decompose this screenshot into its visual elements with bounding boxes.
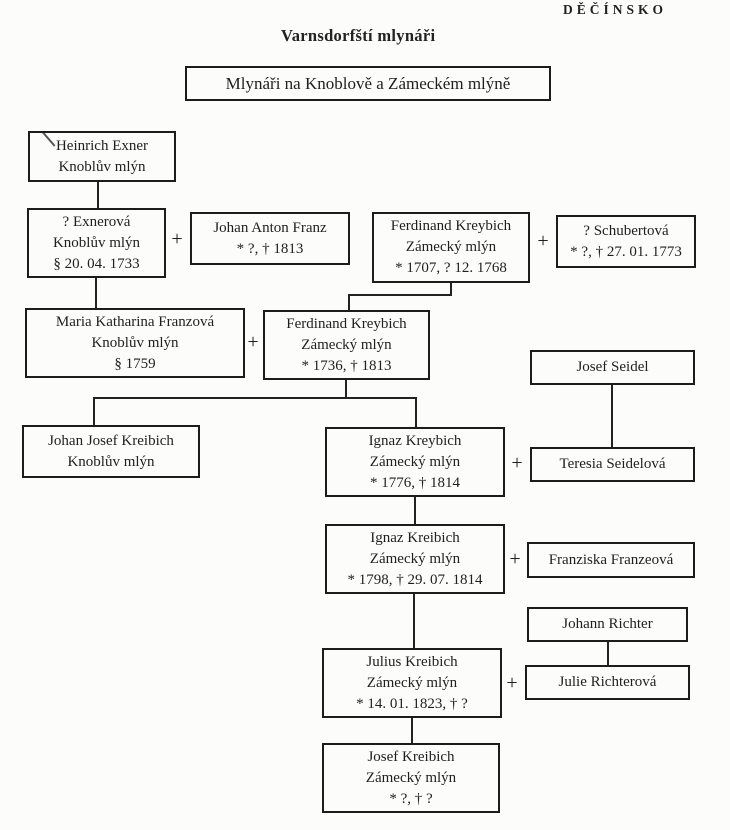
node-schubertova xyxy=(556,215,696,268)
connector-ignazkreibich-to-julius xyxy=(413,594,415,648)
person-name: Johan Anton Franz xyxy=(213,219,327,236)
life-dates: * 1776, † 1814 xyxy=(370,474,460,491)
connector-ignazkreybich-to-ignazkreibich xyxy=(414,497,416,524)
person-name: Johann Richter xyxy=(562,616,653,632)
person-name: Ferdinand Kreybich xyxy=(286,315,407,332)
person-name: Julie Richterová xyxy=(558,674,657,690)
mill-name: Zámecký mlýn xyxy=(366,674,458,691)
node-johann-richter xyxy=(527,607,688,642)
node-franziska-franzeova xyxy=(527,542,695,578)
person-name: Franziska Franzeová xyxy=(548,551,674,568)
node-ferdinand-kreybich-sr xyxy=(372,212,530,283)
mill-name: Knoblův mlýn xyxy=(52,234,141,251)
plus-sign: + xyxy=(511,452,523,474)
person-name: Ignaz Kreibich xyxy=(370,529,460,546)
life-dates: * 1707, ? 12. 1768 xyxy=(395,260,507,276)
mill-name: Zámecký mlýn xyxy=(405,239,497,255)
plus-sign: + xyxy=(247,331,259,353)
mill-name: Zámecký mlýn xyxy=(365,769,457,786)
node-header-mill-title xyxy=(185,66,551,101)
mill-name: Knoblův mlýn xyxy=(91,334,179,351)
person-name: Julius Kreibich xyxy=(366,653,458,670)
life-dates: § 1759 xyxy=(114,355,156,372)
page-title: Varnsdorfští mlynáři xyxy=(281,26,436,45)
life-dates: * 1798, † 29. 07. 1814 xyxy=(347,571,483,588)
node-ignaz-kreibich xyxy=(325,524,505,594)
plus-sign: + xyxy=(509,548,521,570)
connector-exnerova-to-maria xyxy=(95,278,97,308)
connector-seidel-to-teresia xyxy=(611,385,613,447)
connector-exner-to-exnerova xyxy=(97,182,99,208)
mill-name: Zámecký mlýn xyxy=(369,550,461,567)
plus-sign: + xyxy=(537,230,549,252)
node-heinrich-exner xyxy=(28,131,176,182)
node-exnerova xyxy=(27,208,166,278)
node-julie-richterova xyxy=(525,665,690,700)
person-name: Ignaz Kreybich xyxy=(368,432,462,449)
mill-name: Knoblův mlýn xyxy=(67,453,155,470)
mill-name: Knoblův mlýn xyxy=(58,158,146,175)
connector-julius-to-josef xyxy=(411,718,413,743)
mill-name: Zámecký mlýn xyxy=(369,453,461,470)
person-name: ? Exnerová xyxy=(62,213,131,230)
life-dates: * ?, † 1813 xyxy=(236,240,304,257)
life-dates: * 14. 01. 1823, † ? xyxy=(356,695,468,712)
connector-to-johan-josef xyxy=(93,397,95,425)
person-name: Teresia Seidelová xyxy=(559,456,666,472)
node-julius-kreibich xyxy=(322,648,502,718)
connector-ferdinandsr-elbow xyxy=(348,294,452,296)
life-dates: * ?, † 27. 01. 1773 xyxy=(570,243,682,260)
node-johan-anton-franz xyxy=(190,212,350,265)
person-name: ? Schubertová xyxy=(583,222,669,239)
connector-richter-to-julie xyxy=(607,642,609,665)
node-josef-seidel xyxy=(530,350,695,385)
header-label: Mlynáři na Knoblově a Zámeckém mlýně xyxy=(225,73,511,93)
connector-ferdinandjr-drop xyxy=(345,380,347,398)
node-josef-kreibich xyxy=(322,743,500,813)
node-ignaz-kreybich xyxy=(325,427,505,497)
connector-to-ferdinandjr xyxy=(348,294,350,310)
person-name: Johan Josef Kreibich xyxy=(48,432,174,449)
node-ferdinand-kreybich-jr xyxy=(263,310,430,380)
connector-to-ignaz-kreybich xyxy=(415,397,417,427)
plus-sign: + xyxy=(506,672,518,694)
plus-sign: + xyxy=(171,228,183,250)
node-teresia-seidelova xyxy=(530,447,695,482)
mill-name: Zámecký mlýn xyxy=(301,336,392,353)
connector-children-rail xyxy=(93,397,417,399)
person-name: Josef Kreibich xyxy=(367,748,455,765)
person-name: Heinrich Exner xyxy=(55,137,149,154)
node-johan-josef-kreibich xyxy=(22,425,200,478)
person-name: Maria Katharina Franzová xyxy=(55,313,215,330)
life-dates: * ?, † ? xyxy=(389,790,433,807)
life-dates: § 20. 04. 1733 xyxy=(53,255,140,272)
node-maria-katharina-franzova xyxy=(25,308,245,378)
life-dates: * 1736, † 1813 xyxy=(301,357,392,374)
region-label: DĚČÍNSKO xyxy=(563,2,668,17)
person-name: Josef Seidel xyxy=(576,359,649,375)
person-name: Ferdinand Kreybich xyxy=(390,218,512,234)
